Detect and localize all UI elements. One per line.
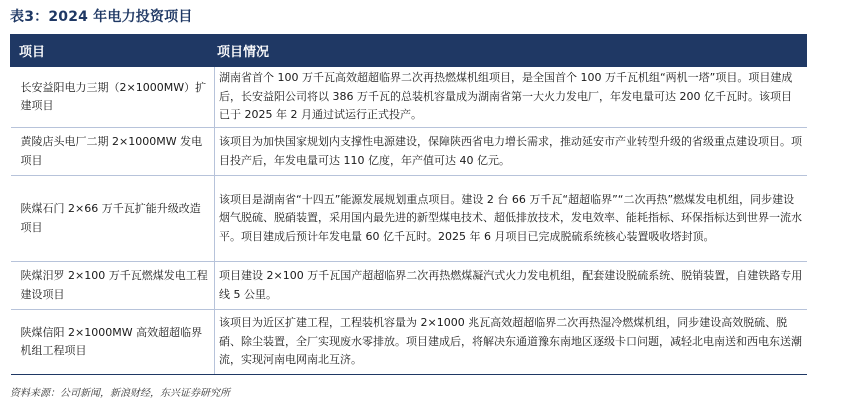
table-row [11,310,807,375]
project-details-cell: 湖南省首个 100 万千瓦高效超超临界二次再热燃煤机组项目，是全国首个 100 万千瓦机组“两机一塔”项目。项目建成后，长安益阳公司将以 386 万千瓦的总装机容量成为湖南省第一大火力发电厂，年发电量可达 200 亿千瓦时。该项目已于 2025 年 2 月通过试运行正式投产。 [215,67,807,128]
project-details-cell: 该项目是湖南省“十四五”能源发展规划重点项目。建设 2 台 66 万千瓦“超超临界”“二次再热”燃煤发电机组，同步建设烟气脱硫、脱硝装置，采用国内最先进的新型煤电技术、超低排放技术，发电效率、能耗指标、环保指标达到世界一流水平。项目建成后预计年发电量 60 亿千瓦时。2025 年 6 月项目已完成脱硫系统核心装置吸收塔封顶。 [215,176,807,262]
header-details: 项目情况 [215,35,807,67]
project-name-cell: 陕煤信阳 2×1000MW 高效超超临界机组工程项目 [11,310,215,375]
table-row [11,67,807,128]
source-note: 资料来源：公司新闻，新浪财经，东兴证券研究所 [10,388,230,399]
investment-projects-table [10,34,807,375]
project-name-cell: 陕煤汨罗 2×100 万千瓦燃煤发电工程建设项目 [11,262,215,310]
table-row [11,128,807,176]
project-name-cell: 长安益阳电力三期（2×1000MW）扩建项目 [11,67,215,128]
project-details-cell: 项目建设 2×100 万千瓦国产超超临界二次再热燃煤凝汽式火力发电机组，配套建设脱硫系统、脱销装置，自建铁路专用线 5 公里。 [215,262,807,310]
project-details-cell: 该项目为加快国家规划内支撑性电源建设，保障陕西省电力增长需求，推动延安市产业转型升级的省级重点建设项目。项目投产后，年发电量可达 110 亿度，年产值可达 40 亿元。 [215,128,807,176]
table-row [11,262,807,310]
table-row [11,176,807,262]
project-details-cell: 该项目为近区扩建工程，工程装机容量为 2×1000 兆瓦高效超超临界二次再热湿冷燃煤机组，同步建设高效脱硫、脱硝、除尘装置，全厂实现废水零排放。项目建成后，将解决东通道豫东南地区逐级卡口问题，减轻北电南送和西电东送潮流，实现河南电网南北互济。 [215,310,807,375]
table-header-row [11,35,807,67]
project-name-cell: 黄陵店头电厂二期 2×1000MW 发电项目 [11,128,215,176]
table-title: 表3：2024 年电力投资项目 [10,9,193,25]
project-name-cell: 陕煤石门 2×66 万千瓦扩能升级改造项目 [11,176,215,262]
header-project: 项目 [11,35,215,67]
